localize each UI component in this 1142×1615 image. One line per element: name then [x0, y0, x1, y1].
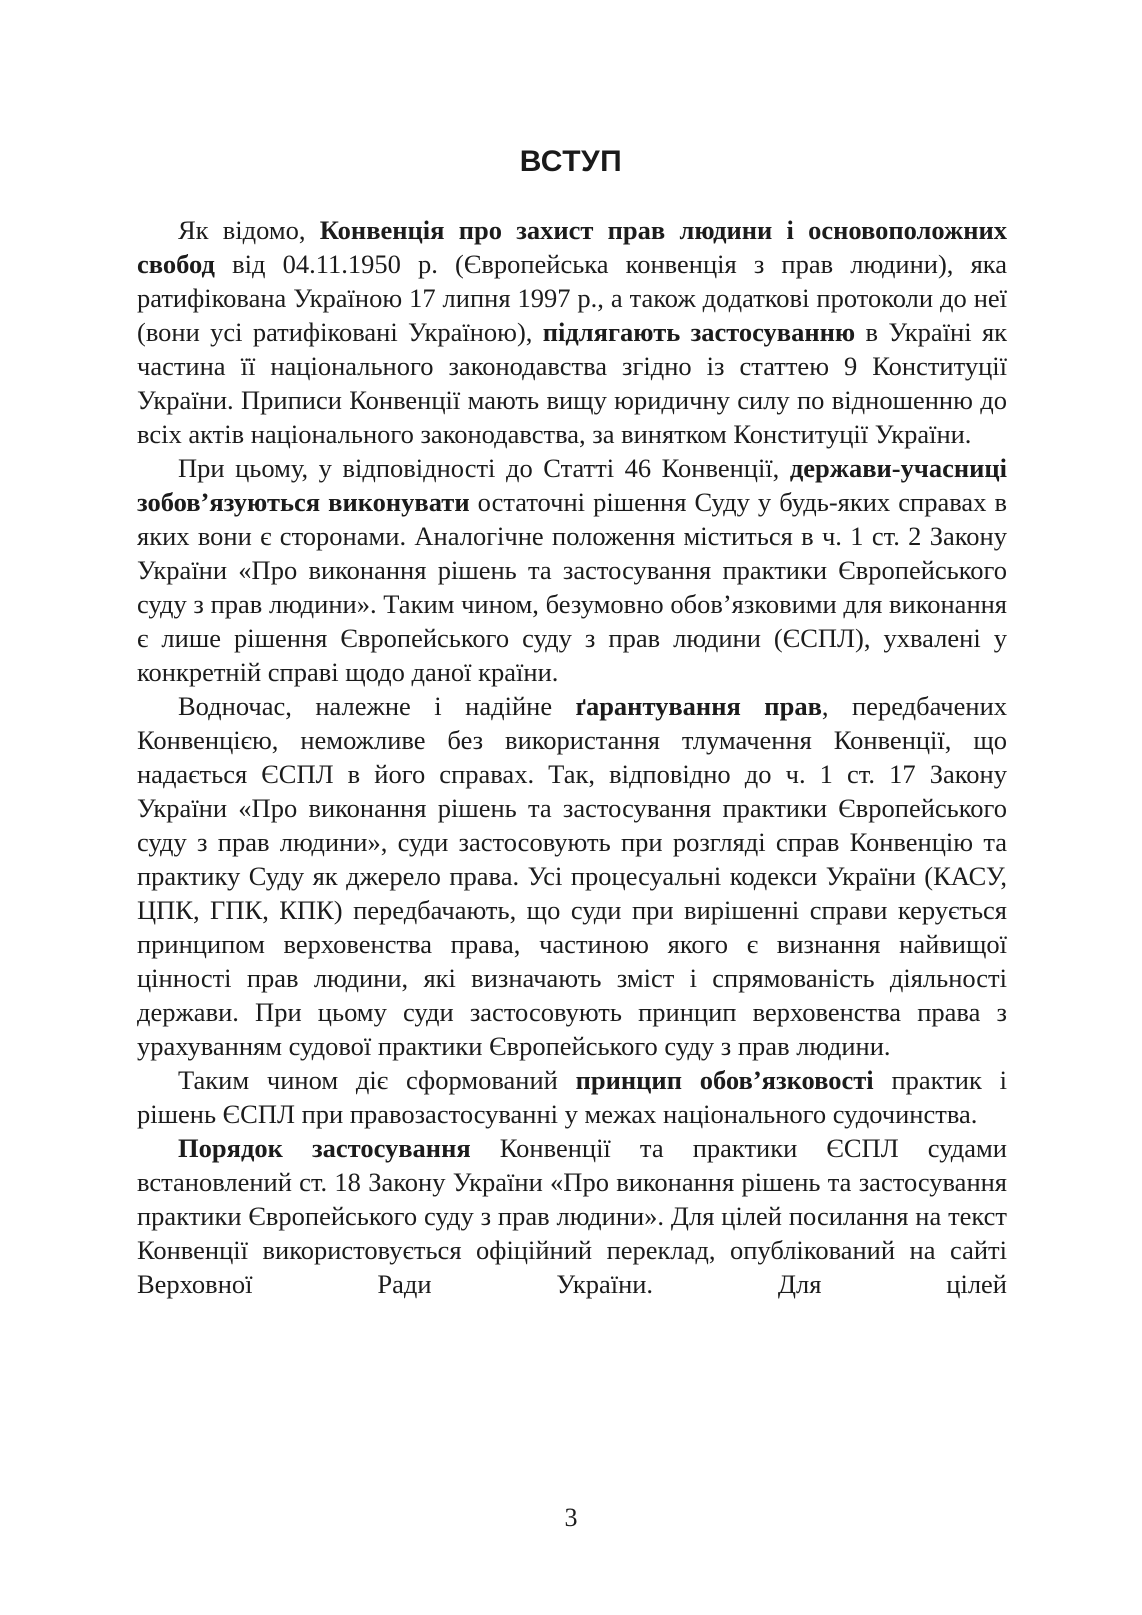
paragraph-1-text: від 04.11.1950 р. (Європейська конвенція з прав людини), яка ратифікована Україною 17 липня 1997 р., а також додаткові протоколи до неї (вони усі ратифіковані Україною),: [137, 249, 1007, 347]
paragraph-2-text: При цьому, у відповідності до Статті 46 Конвенції,: [178, 453, 790, 483]
paragraph-4-text: Таким чином діє сформований: [178, 1065, 576, 1095]
paragraph-2: [137, 451, 1007, 689]
paragraph-3-text: Водночас, належне і надійне: [178, 691, 576, 721]
paragraph-5: [137, 1131, 1007, 1301]
paragraph-1-bold-convention: Конвенція про захист прав людини і основоположних свобод: [137, 215, 1007, 279]
page-title: ВСТУП: [519, 145, 623, 178]
paragraph-5-text: Конвенції та практики ЄСПЛ судами встановлений ст. 18 Закону України «Про виконання рішень та застосування практики Європейського суду з прав людини». Для цілей посилання на текст Конвенції використовується офіційний переклад, опублікований на сайті Верховної Ради України. Для цілей: [137, 1133, 1007, 1299]
paragraph-1-text: в Україні як частина її національного законодавства згідно із статтею 9 Конституції України. Приписи Конвенції мають вищу юридичну силу по відношенню до всіх актів національного законодавства, за винятком Конституції України.: [137, 317, 1008, 449]
paragraph-3: [137, 689, 1007, 1063]
paragraph-1-bold-applicable: підлягають застосуванню: [542, 317, 856, 347]
paragraph-2-bold-obligation: держави-учасниці зобов’язуються виконувати: [137, 453, 1007, 517]
paragraph-5-bold-procedure: Порядок застосування: [178, 1133, 471, 1163]
paragraph-1: [137, 213, 1007, 451]
paragraph-4-bold-principle: принцип обов’язковості: [575, 1065, 874, 1095]
paragraph-2-text: остаточні рішення Суду у будь-яких справах в яких вони є сторонами. Аналогічне положення міститься в ч. 1 ст. 2 Закону України «Про виконання рішень та застосування практики Європейського суду з прав людини». Таким чином, безумовно обов’язковими для виконання є лише рішення Європейського суду з прав людини (ЄСПЛ), ухвалені у конкретній справі щодо даної країни.: [137, 487, 1007, 687]
paragraph-3-bold-guarantee: ґарантування прав: [575, 691, 822, 721]
body-text: [137, 213, 1007, 1301]
paragraph-1-text: Як відомо,: [178, 215, 320, 245]
paragraph-3-text: , передбачених Конвенцією, неможливе без використання тлумачення Конвенції, що надається ЄСПЛ в його справах. Так, відповідно до ч. 1 ст. 17 Закону України «Про виконання рішень та застосування практики Європейського суду з прав людини», суди застосовують при розгляді справ Конвенцію та практику Суду як джерело права. Усі процесуальні кодекси України (КАСУ, ЦПК, ГПК, КПК) передбачають, що суди при вирішенні справи керується принципом верховенства права, частиною якого є визнання найвищої цінності прав людини, які визначають зміст і спрямованість діяльності держави. При цьому суди застосовують принцип верховенства права з урахуванням судової практики Європейського суду з прав людини.: [137, 691, 1008, 1061]
paragraph-4: [137, 1063, 1007, 1131]
page-number: 3: [564, 1503, 578, 1532]
paragraph-4-text: практик і рішень ЄСПЛ при правозастосуванні у межах національного судочинства.: [137, 1065, 1008, 1129]
